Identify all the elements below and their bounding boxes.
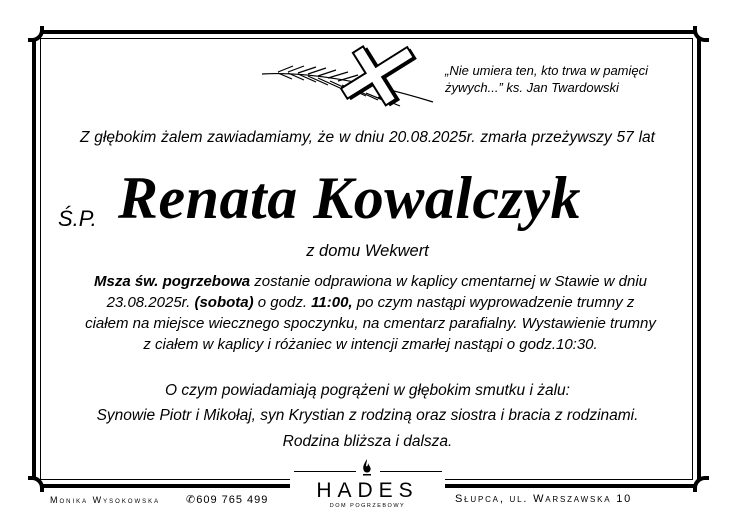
quote-line-2: żywych...” ks. Jan Twardowski — [445, 80, 619, 95]
mass-day: (sobota) — [194, 294, 254, 311]
logo-subtitle: DOM POGRZEBOWY — [329, 503, 406, 509]
mass-date: 23.08.2025r. — [106, 294, 195, 311]
mass-label: Msza św. pogrzebowa — [93, 273, 251, 290]
logo-line-left — [294, 471, 356, 472]
mass-line-3: ciałem na miejsce wiecznego spoczynku, na cmentarz parafialny. Wystawienie trumny — [85, 315, 656, 332]
flame-icon — [360, 458, 374, 478]
funeral-mass-info — [58, 271, 683, 355]
footer-person: Monika Wysokowska — [50, 495, 161, 505]
hades-logo — [290, 458, 445, 514]
closing-line-2: Synowie Piotr i Mikołaj, syn Krystian z rodziną oraz siostra i bracia z rodzinami. — [96, 407, 639, 424]
footer-address: Słupca, ul. Warszawska 10 — [455, 493, 633, 505]
mass-time: 11:00, — [311, 294, 353, 311]
mass-line-1 — [58, 271, 683, 292]
deceased-name: Renata Kowalczyk — [118, 165, 582, 231]
closing-line-1: O czym powiadamiają pogrążeni w głębokim smutku i żalu: — [165, 382, 570, 399]
maiden-name: z domu Wekwert — [306, 242, 429, 260]
mass-line-2 — [58, 292, 683, 313]
mass-text-2: po czym nastąpi wyprowadzenie trumny z — [352, 294, 635, 311]
announcement-intro: Z głębokim żalem zawiadamiamy, że w dniu 20.08.2025r. zmarła przeżywszy 57 lat — [80, 129, 655, 146]
mass-time-prefix: o godz. — [253, 294, 312, 311]
cross-with-palm-icon — [258, 42, 438, 114]
logo-title: HADES — [316, 479, 419, 502]
footer-phone[interactable]: ✆609 765 499 — [186, 494, 269, 506]
closing-line-3: Rodzina bliższa i dalsza. — [282, 433, 453, 450]
logo-line-right — [380, 471, 442, 472]
mass-line-4: z ciałem w kaplicy i różaniec w intencji zmarłej nastąpi o godz.10:30. — [143, 336, 598, 353]
mass-text-1: zostanie odprawiona w kaplicy cmentarnej w Stawie w dniu — [250, 273, 647, 290]
sp-prefix: Ś.P. — [58, 206, 97, 231]
memorial-quote — [445, 62, 685, 96]
quote-line-1: „Nie umiera ten, kto trwa w pamięci — [445, 63, 649, 78]
